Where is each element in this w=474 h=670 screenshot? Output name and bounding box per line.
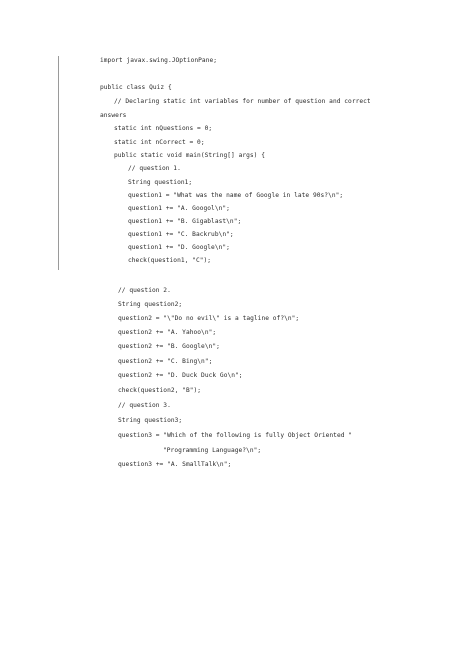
code-line-q2-a: question2 += "A. Yahoo\n"; — [118, 329, 217, 336]
code-line-q3-comment: // question 3. — [118, 402, 171, 409]
code-line-q3-text: question3 = "Which of the following is fully Object Oriented " — [118, 432, 353, 439]
code-line-nquestions: static int nQuestions = 0; — [114, 125, 213, 132]
code-line-q3-decl: String question3; — [118, 417, 183, 424]
code-line-comment: // Declaring static int variables for number of question and correct — [114, 98, 371, 105]
code-line-q1-text: question1 = "What was the name of Google in late 90s?\n"; — [128, 192, 344, 199]
code-line-q2-d: question2 += "D. Duck Duck Go\n"; — [118, 372, 243, 379]
code-line-main: public static void main(String[] args) { — [114, 152, 266, 159]
margin-rule — [58, 56, 59, 270]
code-line-q1-comment: // question 1. — [128, 165, 181, 172]
code-line-q1-c: question1 += "C. Backrub\n"; — [128, 231, 234, 238]
code-line-q2-c: question2 += "C. Bing\n"; — [118, 358, 213, 365]
code-line-q1-d: question1 += "D. Google\n"; — [128, 244, 230, 251]
code-line-q2-comment: // question 2. — [118, 287, 171, 294]
code-line-q1-decl: String question1; — [128, 179, 193, 186]
code-line-q1-b: question1 += "B. Gigablast\n"; — [128, 218, 242, 225]
code-line-q2-decl: String question2; — [118, 301, 183, 308]
code-line-q2-text: question2 = "\"Do no evil\" is a tagline of?\n"; — [118, 315, 300, 322]
code-line-import: import javax.swing.JOptionPane; — [100, 57, 218, 64]
code-line-ncorrect: static int nCorrect = 0; — [114, 139, 205, 146]
code-line-q1-check: check(question1, "C"); — [128, 257, 212, 264]
code-line-q3-a: question3 += "A. SmallTalk\n"; — [118, 461, 232, 468]
code-line-class-decl: public class Quiz { — [100, 84, 172, 91]
code-line-q2-check: check(question2, "B"); — [118, 387, 202, 394]
code-line-q3-text-cont: "Programming Language?\n"; — [163, 447, 262, 454]
code-line-q1-a: question1 += "A. Googol\n"; — [128, 205, 230, 212]
code-line-comment-cont: answers — [100, 112, 127, 119]
code-line-q2-b: question2 += "B. Google\n"; — [118, 343, 220, 350]
